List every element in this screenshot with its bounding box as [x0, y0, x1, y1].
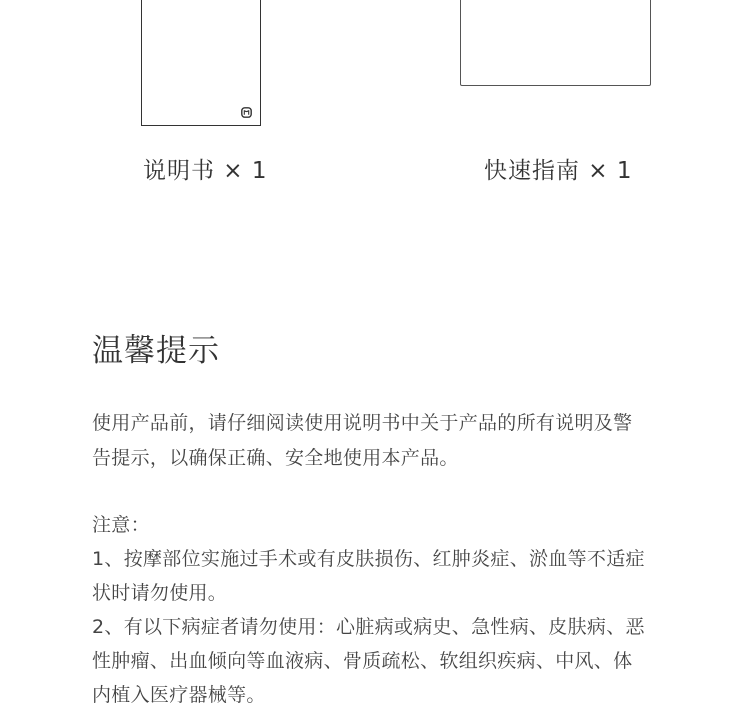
note-line: 性肿瘤、出血倾向等血液病、骨质疏松、软组织疾病、中风、体: [92, 650, 633, 672]
mi-brand-icon: [241, 107, 252, 118]
intro-line: 使用产品前，请仔细阅读使用说明书中关于产品的所有说明及警: [92, 412, 633, 434]
quick-guide-illustration: [460, 0, 651, 86]
note-line: 1、按摩部位实施过手术或有皮肤损伤、红肿炎症、淤血等不适症: [92, 548, 645, 570]
note-line: 内植入医疗器械等。: [92, 684, 266, 706]
note-line: 2、有以下病症者请勿使用：心脏病或病史、急性病、皮肤病、恶: [92, 616, 645, 638]
manual-caption: 说明书 × 1: [143, 158, 268, 184]
intro-line: 告提示，以确保正确、安全地使用本产品。: [92, 447, 459, 469]
note-line: 状时请勿使用。: [92, 582, 228, 604]
quick-guide-caption: 快速指南 × 1: [484, 158, 633, 184]
manual-illustration: [141, 0, 261, 126]
tips-title: 温馨提示: [92, 333, 220, 369]
note-label: 注意：: [92, 514, 150, 536]
